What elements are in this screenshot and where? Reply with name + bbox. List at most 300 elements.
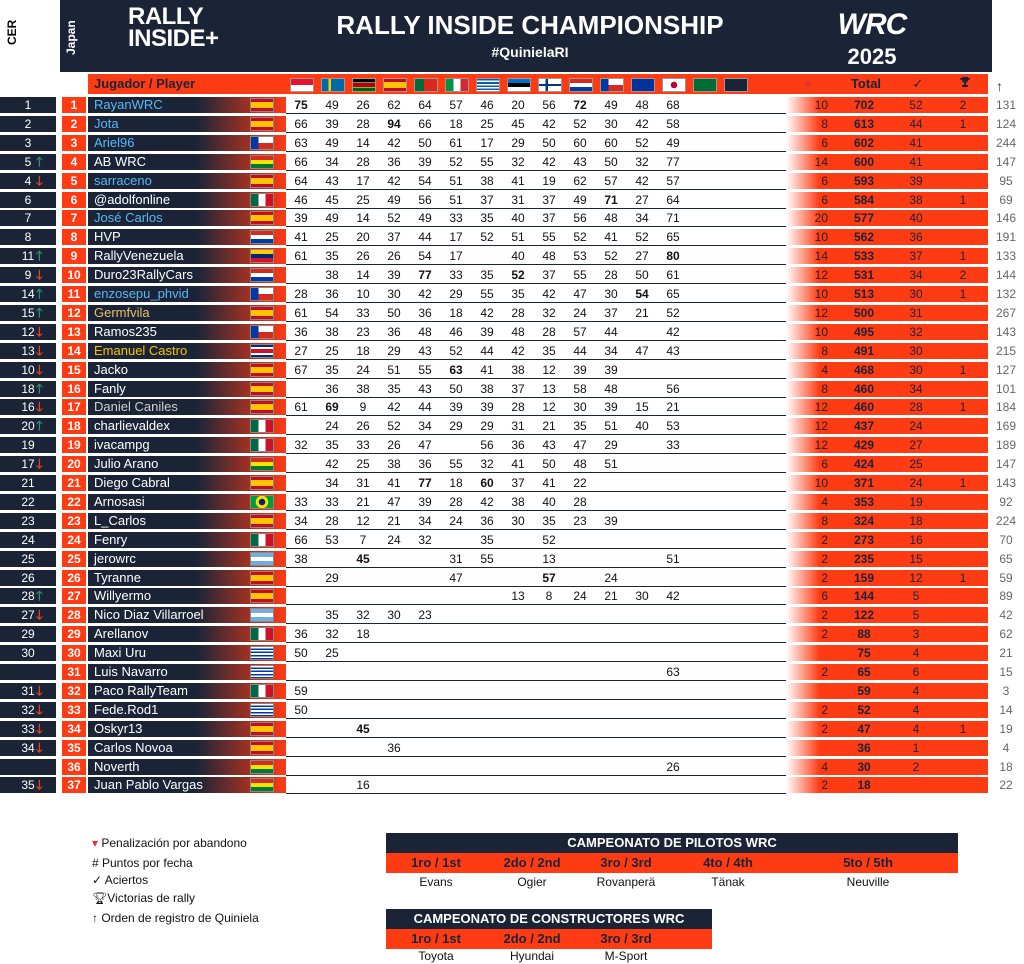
- round-scores: [286, 97, 786, 113]
- round-score: 50: [604, 154, 618, 169]
- round-scores: [286, 116, 786, 132]
- country-flag-icon: [250, 627, 274, 641]
- round-score: 42: [542, 287, 556, 301]
- cer-position: 4: [0, 173, 56, 189]
- total-points: 600: [834, 154, 894, 170]
- rank-position: 9: [62, 248, 86, 264]
- round-score: 37: [480, 192, 494, 207]
- round-scores: [286, 570, 786, 586]
- round-scores: [286, 192, 786, 208]
- flag-italy-icon: [445, 78, 469, 92]
- country-flag-icon: [250, 722, 274, 736]
- registration-order: 15: [999, 665, 1013, 679]
- round-score: 36: [511, 438, 525, 453]
- row-divider: [286, 699, 786, 700]
- table-row: [0, 305, 1024, 322]
- flag-kenya-icon: [352, 78, 376, 92]
- arrow-down-icon: 🡓: [36, 399, 43, 415]
- total-points: 468: [834, 362, 894, 378]
- penalty-value: 10: [786, 229, 834, 245]
- rank-position: 29: [62, 626, 86, 642]
- round-score: 35: [480, 268, 494, 283]
- round-score: 46: [449, 324, 463, 339]
- round-score: 43: [573, 154, 587, 169]
- round-score: 35: [387, 381, 401, 396]
- round-score: 33: [356, 305, 370, 320]
- arrow-up-icon: 🡑: [36, 418, 43, 434]
- total-points: 273: [834, 532, 894, 548]
- arrow-up-icon: 🡑: [36, 153, 43, 169]
- round-scores: [286, 248, 786, 264]
- cer-position: 33: [0, 721, 56, 737]
- round-score: 34: [418, 419, 432, 434]
- total-points: 602: [834, 135, 894, 151]
- player-name: enzosepu_phvid: [88, 286, 286, 302]
- wins-count: [938, 324, 988, 340]
- wins-count: [938, 683, 988, 699]
- round-score: 50: [294, 702, 308, 717]
- round-score: 28: [325, 513, 339, 528]
- driver-2nd: Ogier: [517, 875, 547, 889]
- wins-count: [938, 702, 988, 718]
- round-scores: [286, 740, 786, 756]
- round-score: 51: [666, 551, 680, 566]
- round-scores: [286, 551, 786, 567]
- player-name: Carlos Novoa: [88, 740, 286, 756]
- round-score: 34: [418, 513, 432, 528]
- cer-position: 26: [0, 570, 56, 586]
- round-scores: [286, 702, 786, 718]
- rank-position: 21: [62, 475, 86, 491]
- round-score: 57: [666, 173, 680, 188]
- round-score: 29: [511, 135, 525, 150]
- round-score: 53: [666, 419, 680, 434]
- round-score: 44: [418, 400, 432, 415]
- table-row: [0, 759, 1024, 776]
- penalty-value: 14: [786, 154, 834, 170]
- penalty-value: 6: [786, 135, 834, 151]
- round-score: 47: [635, 343, 649, 358]
- country-flag-icon: [250, 514, 274, 528]
- rank-position: 6: [62, 192, 86, 208]
- trophy-icon: 🏆︎: [92, 891, 108, 905]
- round-score: 42: [635, 116, 649, 131]
- row-divider: [286, 264, 786, 265]
- rally-inside-logo: [128, 3, 238, 52]
- total-points: 88: [834, 626, 894, 642]
- rank-position: 5: [62, 173, 86, 189]
- table-row: [0, 683, 1024, 700]
- round-score: 43: [542, 438, 556, 453]
- row-divider: [286, 510, 786, 511]
- round-score: 32: [480, 457, 494, 472]
- round-score: 56: [480, 438, 494, 453]
- column-header: [88, 74, 988, 94]
- total-points: 429: [834, 437, 894, 453]
- round-scores: [286, 362, 786, 378]
- round-score: 55: [480, 154, 494, 169]
- total-points: 353: [834, 494, 894, 510]
- round-score: 34: [294, 513, 308, 528]
- cer-position: 29: [0, 626, 56, 642]
- round-score: 42: [480, 494, 494, 509]
- round-score: 58: [573, 381, 587, 396]
- table-row: [0, 513, 1024, 530]
- round-score: 59: [294, 683, 308, 698]
- round-score: 32: [325, 627, 339, 642]
- page-title: RALLY INSIDE CHAMPIONSHIP: [336, 10, 724, 40]
- total-points: 613: [834, 116, 894, 132]
- row-divider: [286, 245, 786, 246]
- rank-position: 18: [62, 418, 86, 434]
- player-name: Germfvila: [88, 305, 286, 321]
- table-row: [0, 494, 1024, 511]
- flag-europe-icon: [631, 78, 655, 92]
- round-score: 39: [387, 268, 401, 283]
- round-score: 65: [666, 287, 680, 301]
- round-score: 28: [573, 494, 587, 509]
- country-flag-icon: [250, 571, 274, 585]
- round-score: 50: [542, 457, 556, 472]
- flag-finland-icon: [538, 78, 562, 92]
- rank-position: 7: [62, 210, 86, 226]
- total-points: 562: [834, 229, 894, 245]
- penalty-value: 8: [786, 116, 834, 132]
- round-score: 25: [356, 457, 370, 472]
- player-name: Fanly: [88, 381, 286, 397]
- round-scores: [286, 588, 786, 604]
- country-flag-icon: [250, 117, 274, 131]
- rank-position: 34: [62, 721, 86, 737]
- round-score: 55: [480, 551, 494, 566]
- total-points: 460: [834, 399, 894, 415]
- round-score: 36: [294, 324, 308, 339]
- penalty-value: 2: [786, 702, 834, 718]
- round-score: 42: [325, 457, 339, 472]
- row-divider: [286, 283, 786, 284]
- wins-count: 1: [938, 362, 988, 378]
- round-score: 51: [387, 362, 401, 377]
- arrow-down-icon: 🡓: [36, 361, 43, 377]
- player-name: @adolfonline: [88, 192, 286, 208]
- round-score: 51: [449, 192, 463, 207]
- total-points: 52: [834, 702, 894, 718]
- round-score: 32: [542, 305, 556, 320]
- round-score: 32: [418, 532, 432, 547]
- country-flag-icon: [250, 363, 274, 377]
- round-score: 64: [418, 98, 432, 112]
- round-score: 49: [325, 135, 339, 150]
- constructors-championship-title: CAMPEONATO DE CONSTRUCTORES WRC: [386, 909, 712, 929]
- round-scores: [286, 456, 786, 472]
- round-score: 45: [356, 721, 370, 736]
- round-score: 24: [449, 513, 463, 528]
- round-score: 23: [418, 608, 432, 623]
- round-score: 44: [418, 230, 432, 245]
- round-score: 61: [294, 305, 308, 320]
- round-score: 52: [449, 154, 463, 169]
- round-score: 34: [325, 154, 339, 169]
- round-score: 71: [666, 211, 680, 226]
- round-score: 33: [449, 211, 463, 226]
- round-score: 29: [604, 438, 618, 453]
- country-flag-icon: [250, 438, 274, 452]
- player-name: Fenry: [88, 532, 286, 548]
- rank-position: 12: [62, 305, 86, 321]
- player-name: Oskyr13: [88, 721, 286, 737]
- table-row: [0, 248, 1024, 265]
- round-score: 49: [325, 98, 339, 112]
- round-score: 48: [573, 457, 587, 472]
- total-points: 122: [834, 607, 894, 623]
- round-score: 24: [387, 532, 401, 547]
- penalty-value: 10: [786, 97, 834, 113]
- row-divider: [286, 378, 786, 379]
- hits-count: 32: [894, 324, 938, 340]
- round-scores: [286, 721, 786, 737]
- table-row: [0, 399, 1024, 416]
- wins-count: [938, 494, 988, 510]
- cer-position: 25: [0, 551, 56, 567]
- registration-order: 189: [995, 438, 1017, 453]
- hits-count: 41: [894, 135, 938, 151]
- country-flag-icon: [250, 646, 274, 660]
- cer-position: 30: [0, 645, 56, 661]
- player-name: Arellanov: [88, 626, 286, 642]
- wins-count: [938, 456, 988, 472]
- cer-position: 14: [0, 286, 56, 302]
- hits-count: 38: [894, 192, 938, 208]
- cer-position: 16: [0, 399, 56, 415]
- round-score: 46: [294, 192, 308, 207]
- penalty-icon: ▾: [92, 836, 99, 850]
- wins-count: [938, 418, 988, 434]
- penalty-value: 12: [786, 418, 834, 434]
- wins-count: [938, 607, 988, 623]
- round-score: 42: [387, 400, 401, 415]
- total-points: 30: [834, 759, 894, 775]
- cer-position: 3: [0, 135, 56, 151]
- country-flag-icon: [250, 400, 274, 414]
- registration-order: 70: [999, 532, 1013, 547]
- player-name: Noverth: [88, 759, 286, 775]
- round-score: 16: [356, 778, 370, 793]
- cer-position: 6: [0, 192, 56, 208]
- hits-count: 5: [894, 607, 938, 623]
- player-name: Nico Diaz Villarroel: [88, 607, 286, 623]
- round-score: 54: [418, 173, 432, 188]
- rank-position: 26: [62, 570, 86, 586]
- rank-position: 1: [62, 97, 86, 113]
- arrow-down-icon: 🡓: [36, 739, 43, 755]
- round-score: 14: [356, 211, 370, 226]
- arrow-up-icon: 🡑: [36, 588, 43, 604]
- registration-order: 19: [999, 721, 1013, 736]
- penalty-value: [786, 645, 834, 661]
- country-flag-icon: [250, 230, 274, 244]
- round-score: 38: [325, 268, 339, 283]
- cer-position: 19: [0, 437, 56, 453]
- row-divider: [286, 680, 786, 681]
- registration-order: 4: [1002, 740, 1010, 755]
- round-score: 60: [604, 135, 618, 150]
- wins-count: [938, 437, 988, 453]
- total-points: 460: [834, 381, 894, 397]
- arrow-down-icon: 🡓: [36, 701, 43, 717]
- round-scores: [286, 475, 786, 491]
- country-flag-icon: [250, 476, 274, 490]
- round-score: 51: [604, 419, 618, 434]
- logo-line-1: RALLY: [128, 3, 204, 30]
- constructor-3rd: M-Sport: [604, 949, 648, 963]
- round-score: 41: [542, 476, 556, 490]
- round-score: 52: [511, 268, 525, 283]
- hits-count: 39: [894, 173, 938, 189]
- country-flag-icon: [250, 608, 274, 622]
- flag-paraguay-icon: [569, 78, 593, 92]
- penalty-value: 6: [786, 588, 834, 604]
- wins-count: [938, 173, 988, 189]
- country-flag-icon: [250, 552, 274, 566]
- round-score: 10: [356, 287, 370, 301]
- round-scores: [286, 173, 786, 189]
- hits-count: 36: [894, 229, 938, 245]
- round-score: 40: [511, 249, 525, 264]
- row-divider: [286, 415, 786, 416]
- rank-position: 33: [62, 702, 86, 718]
- hits-count: 12: [894, 570, 938, 586]
- row-divider: [286, 132, 786, 133]
- round-score: 28: [356, 116, 370, 131]
- row-divider: [286, 604, 786, 605]
- arrow-down-icon: 🡓: [36, 267, 43, 283]
- round-scores: [286, 154, 786, 170]
- country-flag-icon: [250, 589, 274, 603]
- round-score: 61: [666, 268, 680, 283]
- round-scores: [286, 399, 786, 415]
- rank-position: 36: [62, 759, 86, 775]
- player-name: Julio Arano: [88, 456, 286, 472]
- legend-penalty: ▾ Penalización por abandono: [92, 836, 247, 850]
- round-scores: [286, 532, 786, 548]
- rank-position: 2: [62, 116, 86, 132]
- row-divider: [286, 586, 786, 587]
- cer-position: 31: [0, 683, 56, 699]
- round-score: 26: [387, 249, 401, 264]
- round-score: 18: [449, 476, 463, 490]
- penalty-value: 12: [786, 305, 834, 321]
- round-score: 41: [604, 230, 618, 245]
- hits-count: 4: [894, 683, 938, 699]
- round-score: 39: [604, 362, 618, 377]
- round-score: 37: [511, 476, 525, 490]
- round-score: 42: [666, 324, 680, 339]
- hits-count: 4: [894, 645, 938, 661]
- constructors-places-row: 1ro / 1st 2do / 2nd 3ro / 3rd: [386, 929, 712, 949]
- round-score: 47: [573, 438, 587, 453]
- wins-count: [938, 532, 988, 548]
- arrow-up-icon: 🡑: [36, 380, 43, 396]
- arrow-up-icon: 🡑: [36, 248, 43, 264]
- total-points: 144: [834, 588, 894, 604]
- rank-position: 32: [62, 683, 86, 699]
- round-score: 38: [294, 551, 308, 566]
- round-score: 69: [325, 400, 339, 415]
- round-score: 38: [356, 381, 370, 396]
- hits-count: 34: [894, 267, 938, 283]
- round-score: 47: [573, 287, 587, 301]
- round-score: 35: [480, 211, 494, 226]
- country-flag-icon: [250, 741, 274, 755]
- round-score: 61: [449, 135, 463, 150]
- cer-position: 8: [0, 229, 56, 245]
- table-row: [0, 97, 1024, 114]
- round-score: 57: [573, 324, 587, 339]
- player-name: jerowrc: [88, 551, 286, 567]
- total-points: 533: [834, 248, 894, 264]
- penalty-value: 12: [786, 267, 834, 283]
- registration-order: 133: [995, 249, 1017, 264]
- round-score: 12: [542, 400, 556, 415]
- flag-spain-icon: [383, 78, 407, 92]
- round-scores: [286, 664, 786, 680]
- round-score: 63: [449, 362, 463, 377]
- cer-position: [0, 664, 56, 680]
- round-score: 40: [542, 494, 556, 509]
- round-score: 34: [635, 211, 649, 226]
- wins-count: [938, 645, 988, 661]
- registration-order-icon: ↑: [996, 78, 1003, 94]
- arrow-down-icon: 🡓: [36, 720, 43, 736]
- penalty-value: 10: [786, 324, 834, 340]
- cer-position: 9: [0, 267, 56, 283]
- round-score: 24: [573, 305, 587, 320]
- round-score: 51: [604, 457, 618, 472]
- round-score: 46: [480, 98, 494, 112]
- round-score: 65: [666, 230, 680, 245]
- table-row: [0, 418, 1024, 435]
- round-score: 27: [294, 343, 308, 358]
- hits-count: 16: [894, 532, 938, 548]
- rank-position: 3: [62, 135, 86, 151]
- hashtag: #QuinielaRI: [491, 44, 569, 60]
- penalty-value: 12: [786, 437, 834, 453]
- total-points: 500: [834, 305, 894, 321]
- total-points: 491: [834, 343, 894, 359]
- penalty-value: 6: [786, 456, 834, 472]
- round-score: 38: [480, 173, 494, 188]
- table-row: [0, 210, 1024, 227]
- rank-position: 31: [62, 664, 86, 680]
- total-points: 75: [834, 645, 894, 661]
- cer-position: 35: [0, 777, 56, 793]
- round-score: 37: [604, 305, 618, 320]
- country-flag-icon: [250, 174, 274, 188]
- round-score: 42: [480, 305, 494, 320]
- round-score: 42: [511, 343, 525, 358]
- penalty-value: 8: [786, 343, 834, 359]
- country-flag-icon: [250, 211, 274, 225]
- driver-3rd: Rovanperä: [596, 875, 656, 889]
- round-score: 32: [294, 438, 308, 453]
- round-score: 41: [511, 457, 525, 472]
- total-points: 18: [834, 777, 894, 793]
- round-score: 37: [542, 268, 556, 283]
- round-score: 38: [511, 362, 525, 377]
- penalty-value: [786, 683, 834, 699]
- round-score: 7: [359, 532, 367, 547]
- round-scores: [286, 286, 786, 302]
